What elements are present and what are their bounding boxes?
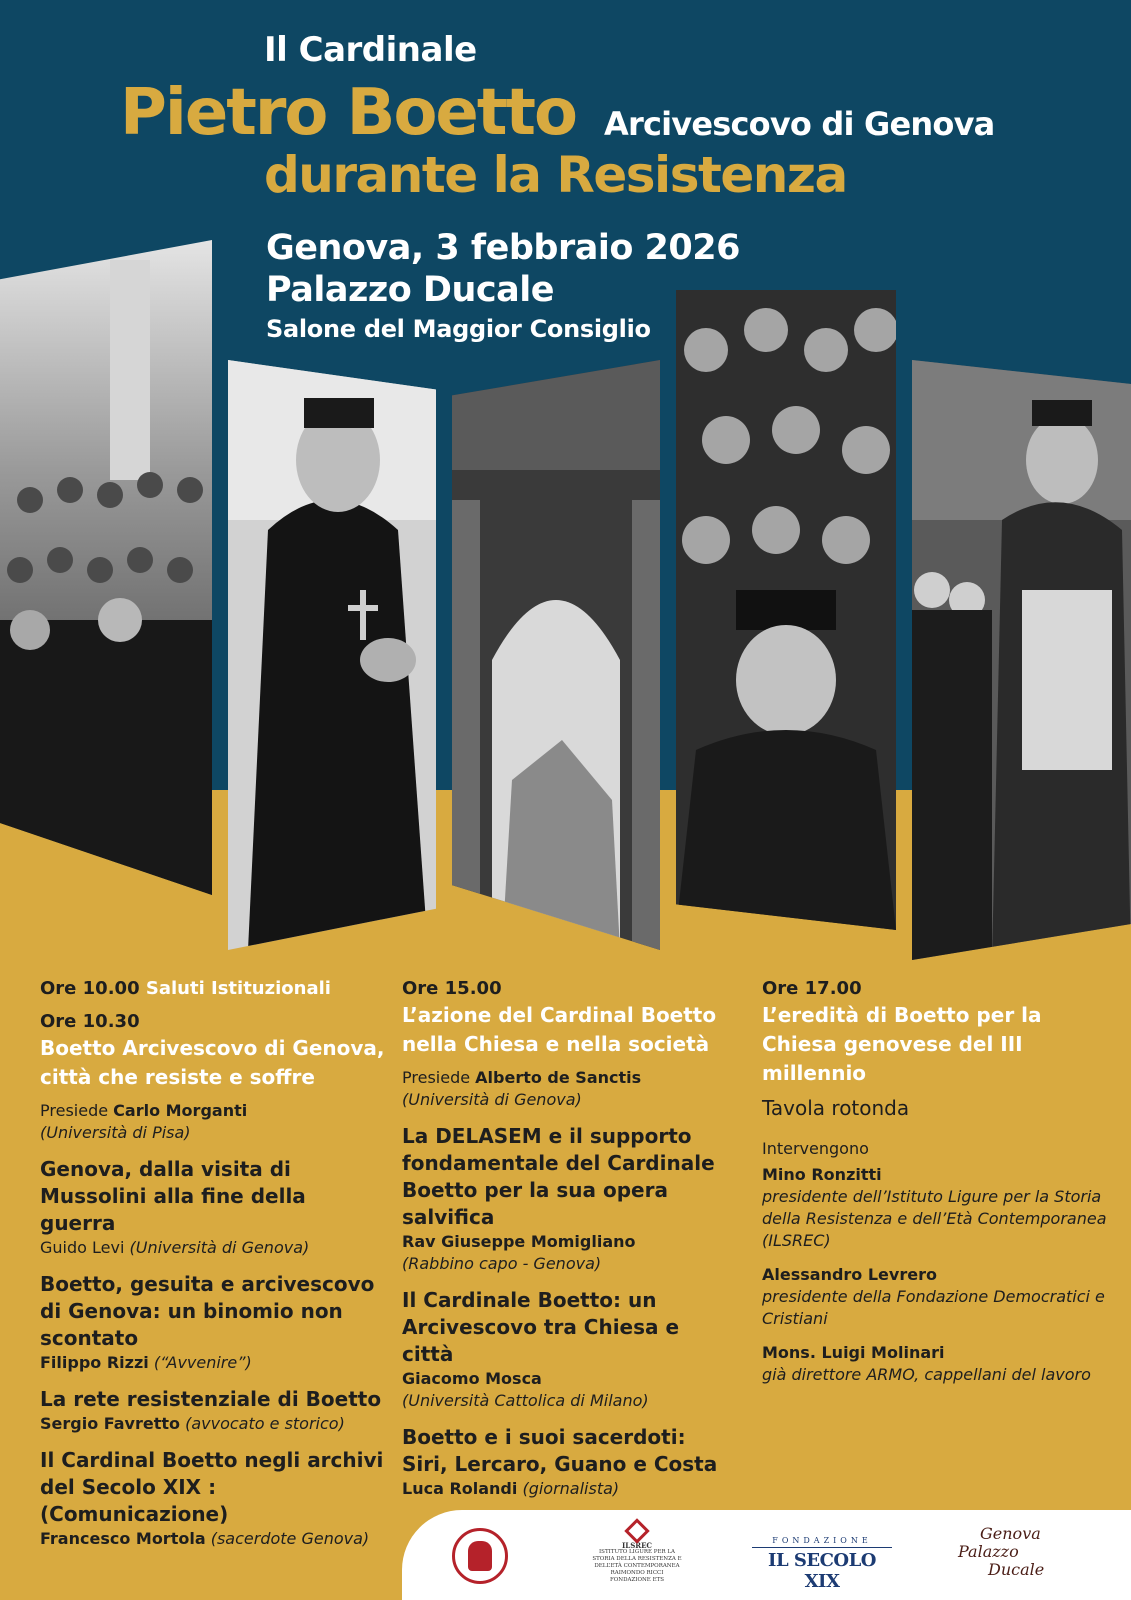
ducale-word-1: Genova <box>980 1524 1041 1543</box>
session3-title: L’azione del Cardinal Boetto nella Chiesa e nella società <box>402 1003 717 1056</box>
talk-speaker: Francesco Mortola <box>40 1529 206 1548</box>
session-format: Tavola rotonda <box>762 1096 910 1120</box>
talk-title: Il Cardinale Boetto: un Arcivescovo tra Chiesa e città <box>402 1288 680 1366</box>
talk-title: Il Cardinal Boetto negli archivi del Secolo XIX : (Comunicazione) <box>40 1448 384 1526</box>
talk-affiliation: (Rabbino capo - Genova) <box>402 1254 602 1273</box>
cardinal-portrait-photo <box>228 360 436 950</box>
event-date: Genova, 3 febbraio 2026 <box>266 228 740 268</box>
ilsrec-mark-icon <box>624 1518 649 1543</box>
talk-item <box>40 1156 385 1259</box>
talk-title: Boetto e i suoi sacerdoti: Siri, Lercaro, Guano e Costa <box>402 1425 718 1476</box>
session1-time: Ore 10.00 Saluti Istituzionali <box>40 978 331 999</box>
program-morning <box>40 978 385 1562</box>
speaker-role: presidente dell’Istituto Ligure per la Storia della Resistenza e dell’Età Contemporanea (ILSREC) <box>762 1187 1107 1250</box>
program-afternoon <box>402 978 732 1512</box>
talk-affiliation: (Università Cattolica di Milano) <box>402 1391 649 1410</box>
header-role: Arcivescovo di Genova <box>604 105 995 143</box>
chair-name: Carlo Morganti <box>113 1101 248 1120</box>
speaker-item <box>762 1164 1112 1252</box>
talk-affiliation: (giornalista) <box>522 1479 620 1498</box>
talk-speaker: Filippo Rizzi <box>40 1353 149 1372</box>
talk-title: La rete resistenziale di Boetto <box>40 1387 382 1411</box>
bombed-arch-photo <box>452 360 660 950</box>
talk-speaker: Sergio Favretto <box>40 1414 181 1433</box>
ducale-word-3: Ducale <box>988 1560 1045 1579</box>
talk-speaker: Guido Levi <box>40 1238 125 1257</box>
speaker-role: già direttore ARMO, cappellani del lavoro <box>762 1365 1091 1384</box>
ilsrec-logo <box>592 1522 682 1584</box>
session3-time: Ore 15.00 <box>402 978 502 999</box>
talk-item <box>402 1424 732 1500</box>
secolo-name: IL SECOLO XIX <box>752 1547 892 1592</box>
speakers-label: Intervengono <box>762 1139 869 1158</box>
cardinal-children-photo <box>912 360 1131 960</box>
header-kicker: Il Cardinale <box>264 30 477 70</box>
talk-item <box>40 1386 385 1435</box>
talk-speaker: Luca Rolandi <box>402 1479 518 1498</box>
group-photo <box>0 240 212 895</box>
session4-title: L’eredità di Boetto per la Chiesa genovese del III millennio <box>762 1003 1042 1085</box>
session1-title: Saluti Istituzionali <box>145 978 331 999</box>
talk-item <box>402 1287 732 1412</box>
talk-affiliation: (avvocato e storico) <box>185 1414 345 1433</box>
program-evening <box>762 978 1112 1398</box>
talk-speaker: Giacomo Mosca <box>402 1369 542 1388</box>
talk-title: Genova, dalla visita di Mussolini alla fine della guerra <box>40 1157 306 1235</box>
talk-affiliation: (“Avvenire”) <box>153 1353 252 1372</box>
header-subtitle: durante la Resistenza <box>264 146 847 204</box>
speaker-name: Alessandro Levrero <box>762 1265 937 1284</box>
chair-label: Presiede <box>40 1101 109 1120</box>
ilsrec-name: ILSREC <box>622 1541 652 1550</box>
ducale-word-2: Palazzo <box>958 1542 1019 1561</box>
talk-title: Boetto, gesuita e arcivescovo di Genova: un binomio non scontato <box>40 1272 375 1350</box>
talk-speaker: Rav Giuseppe Momigliano <box>402 1232 636 1251</box>
palazzo-ducale-logo <box>958 1524 1048 1584</box>
ilsrec-text: ISTITUTO LIGURE PER LA STORIA DELLA RESISTENZA E DELL’ETÀ CONTEMPORANEA RAIMONDO RICCI FONDAZIONE ETS <box>592 1549 682 1583</box>
secolo-foundation: FONDAZIONE <box>772 1536 872 1545</box>
header-name: Pietro Boetto <box>120 76 576 150</box>
speaker-name: Mino Ronzitti <box>762 1165 882 1184</box>
sponsor-footer <box>402 1510 1131 1600</box>
session2-time: Ore 10.30 <box>40 1011 140 1032</box>
session4-time: Ore 17.00 <box>762 978 862 999</box>
session2-title: Boetto Arcivescovo di Genova, città che resiste e soffre <box>40 1036 385 1089</box>
speaker-role: presidente della Fondazione Democratici e Cristiani <box>762 1287 1105 1328</box>
talk-affiliation: (Università di Genova) <box>129 1238 310 1257</box>
talk-item <box>40 1447 385 1550</box>
speaker-item <box>762 1342 1112 1386</box>
talk-item <box>402 1123 732 1275</box>
talk-affiliation: (sacerdote Genova) <box>210 1529 370 1548</box>
speaker-name: Mons. Luigi Molinari <box>762 1343 945 1362</box>
talk-title: La DELASEM e il supporto fondamentale del Cardinale Boetto per la sua opera salvifica <box>402 1124 715 1229</box>
chair-affiliation: (Università di Pisa) <box>40 1123 191 1142</box>
chair-name: Alberto de Sanctis <box>475 1068 642 1087</box>
crowd-photo <box>676 290 896 930</box>
secolo-logo <box>752 1536 892 1592</box>
talk-item <box>40 1271 385 1374</box>
event-room: Salone del Maggior Consiglio <box>266 315 651 343</box>
chair-affiliation: (Università di Genova) <box>402 1090 582 1109</box>
event-venue: Palazzo Ducale <box>266 270 554 310</box>
seal-logo-icon <box>452 1528 508 1584</box>
chair-label: Presiede <box>402 1068 471 1087</box>
speaker-item <box>762 1264 1112 1330</box>
